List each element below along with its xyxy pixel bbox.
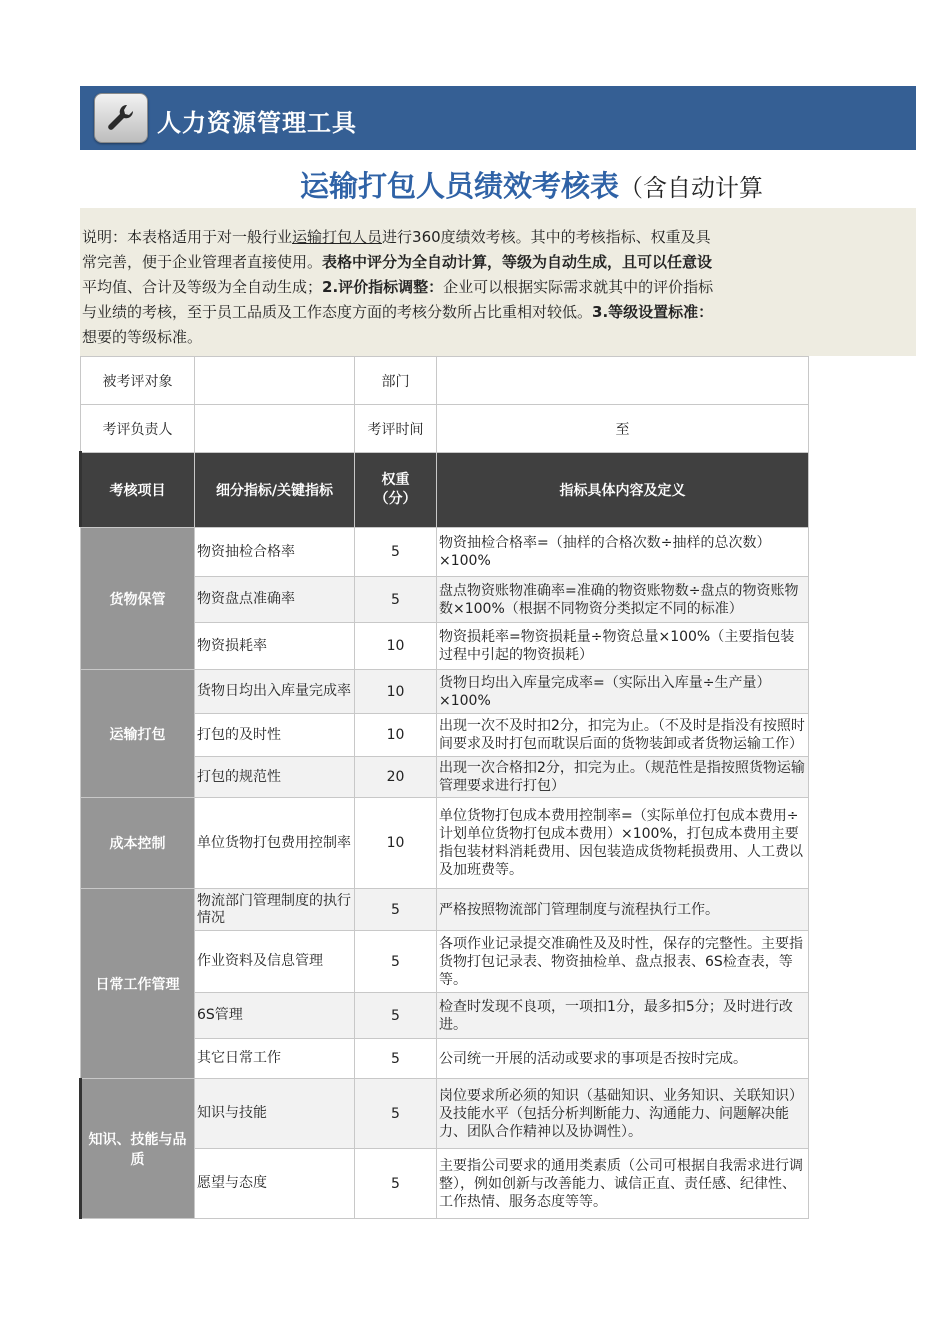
weight-cell: 10 [355,623,437,670]
definition-cell: 检查时发现不良项，一项扣1分，最多扣5分；及时进行改进。 [437,993,809,1039]
weight-cell: 10 [355,670,437,714]
weight-cell: 20 [355,757,437,798]
page-title-main: 运输打包人员绩效考核表 [300,169,620,203]
definition-cell: 物资损耗率=物资损耗量÷物资总量×100%（主要指包装过程中引起的物资损耗） [437,623,809,670]
indicator-cell: 单位货物打包费用控制率 [195,798,355,889]
indicator-cell: 打包的规范性 [195,757,355,798]
definition-cell: 盘点物资账物准确率=准确的物资账物数÷盘点的物资账物数×100%（根据不同物资分类拟定不同的标准） [437,577,809,623]
app-banner [80,86,916,150]
indicator-cell: 物资抽检合格率 [195,528,355,577]
evaluation-table [80,356,809,1219]
leader-input-cell[interactable] [195,405,355,453]
target-input-cell[interactable] [195,357,355,405]
definition-cell: 出现一次不及时扣2分，扣完为止。（不及时是指没有按照时间要求及时打包而耽误后面的货物装卸或者货物运输工作） [437,714,809,757]
definition-cell: 物资抽检合格率=（抽样的合格次数÷抽样的总次数）×100% [437,528,809,577]
description-line-2: 常完善，便于企业管理者直接使用。表格中评分为全自动计算，等级为自动生成，且可以任意设 [82,253,713,271]
indicator-cell: 知识与技能 [195,1079,355,1149]
header-definition: 指标具体内容及定义 [437,453,809,528]
indicator-cell: 作业资料及信息管理 [195,931,355,993]
dept-label: 部门 [355,357,437,405]
definition-cell: 单位货物打包成本费用控制率=（实际单位打包成本费用÷计划单位货物打包成本费用）×100%，打包成本费用主要指包装材料消耗费用、因包装造成货物耗损费用、人工费以及加班费等。 [437,798,809,889]
table-left-border-lower [79,1078,82,1219]
weight-cell: 5 [355,1039,437,1079]
indicator-cell: 物资损耗率 [195,623,355,670]
category-cell: 日常工作管理 [81,889,195,1079]
description-line-5: 想要的等级标准。 [82,328,203,346]
description-box [80,208,916,356]
page-title-sub: （含自动计算 [619,174,764,202]
time-label: 考评时间 [355,405,437,453]
time-range-cell[interactable]: 至 [437,405,809,453]
indicator-cell: 愿望与态度 [195,1149,355,1219]
weight-cell: 10 [355,714,437,757]
weight-cell: 10 [355,798,437,889]
header-weight: 权重 （分） [355,453,437,528]
leader-label: 考评负责人 [81,405,195,453]
category-cell: 运输打包 [81,670,195,798]
definition-cell: 公司统一开展的活动或要求的事项是否按时完成。 [437,1039,809,1079]
description-line-4: 与业绩的考核，至于员工品质及工作态度方面的考核分数所占比重相对较低。3.等级设置标准： [82,303,714,321]
wrench-icon [94,93,148,143]
indicator-cell: 6S管理 [195,993,355,1039]
weight-cell: 5 [355,931,437,993]
table-left-border [79,451,82,527]
weight-cell: 5 [355,528,437,577]
weight-cell: 5 [355,1149,437,1219]
category-cell: 知识、技能与品质 [81,1079,195,1219]
indicator-cell: 其它日常工作 [195,1039,355,1079]
category-cell: 货物保管 [81,528,195,670]
indicator-cell: 打包的及时性 [195,714,355,757]
indicator-cell: 物流部门管理制度的执行情况 [195,889,355,931]
description-line-3: 平均值、合计及等级为全自动生成；2.评价指标调整：企业可以根据实际需求就其中的评价指标 [82,278,714,296]
banner-title: 人力资源管理工具 [157,109,357,137]
weight-cell: 5 [355,577,437,623]
indicator-cell: 货物日均出入库量完成率 [195,670,355,714]
definition-cell: 岗位要求所必须的知识（基础知识、业务知识、关联知识）及技能水平（包括分析判断能力、沟通能力、问题解决能力、团队合作精神以及协调性）。 [437,1079,809,1149]
definition-cell: 出现一次合格扣2分，扣完为止。（规范性是指按照货物运输管理要求进行打包） [437,757,809,798]
definition-cell: 货物日均出入库量完成率=（实际出入库量÷生产量）×100% [437,670,809,714]
page-title [300,164,916,204]
target-label: 被考评对象 [81,357,195,405]
definition-cell: 各项作业记录提交准确性及及时性，保存的完整性。主要指货物打包记录表、物资抽检单、盘点报表、6S检查表，等等。 [437,931,809,993]
weight-cell: 5 [355,993,437,1039]
header-indicator: 细分指标/关键指标 [195,453,355,528]
weight-cell: 5 [355,1079,437,1149]
definition-cell: 严格按照物流部门管理制度与流程执行工作。 [437,889,809,931]
description-line-1: 说明：本表格适用于对一般行业运输打包人员进行360度绩效考核。其中的考核指标、权重及具 [82,228,711,246]
definition-cell: 主要指公司要求的通用类素质（公司可根据自我需求进行调整），例如创新与改善能力、诚信正直、责任感、纪律性、工作热情、服务态度等等。 [437,1149,809,1219]
header-project: 考核项目 [81,453,195,528]
dept-input-cell[interactable] [437,357,809,405]
category-cell: 成本控制 [81,798,195,889]
weight-cell: 5 [355,889,437,931]
indicator-cell: 物资盘点准确率 [195,577,355,623]
